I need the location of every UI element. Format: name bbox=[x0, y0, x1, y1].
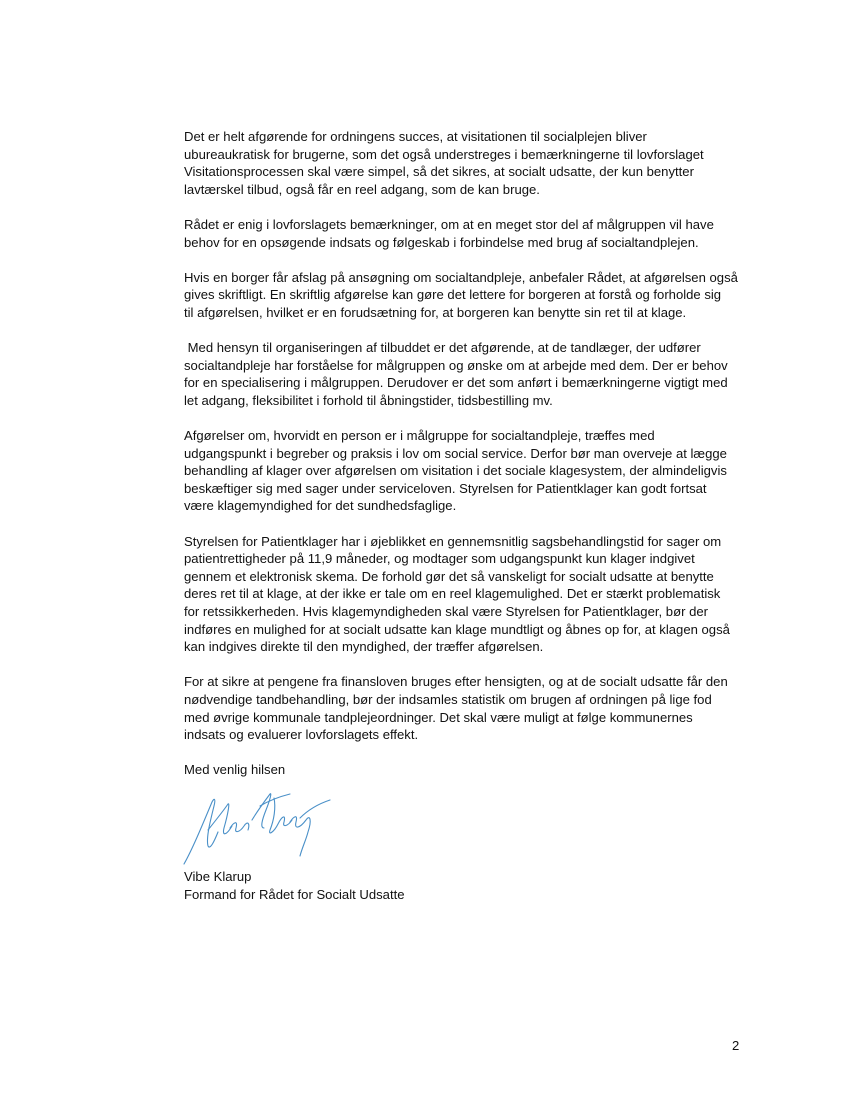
paragraph-line: udgangspunkt i begreber og praksis i lov om social service. Derfor bør man overveje at lægge bbox=[184, 445, 727, 461]
paragraph-line: behov for en opsøgende indsats og følgeskab i forbindelse med brug af socialtandplejen. bbox=[184, 234, 699, 250]
paragraph-line: socialtandpleje har forståelse for målgruppen og ønske om at arbejde med dem. Der er behov bbox=[184, 357, 728, 373]
paragraph-line: for en specialisering i målgruppen. Derudover er det som anført i bemærkningerne vigtigt med bbox=[184, 375, 728, 391]
paragraphs bbox=[184, 128, 754, 744]
paragraph-line: behandling af klager over afgørelsen om visitation i det sociale klagesystem, der almindeligvis bbox=[184, 463, 727, 479]
signer-name: Vibe Klarup bbox=[184, 869, 252, 884]
closing-line: Med venlig hilsen bbox=[184, 762, 286, 778]
paragraph-line: beskæftiger sig med sager under serviceloven. Styrelsen for Patientklager kan godt fortsat bbox=[184, 480, 707, 496]
paragraph-line: Visitationsprocessen skal være simpel, så det sikres, at socialt udsatte, der kun benytter bbox=[184, 164, 694, 180]
paragraph-line: med øvrige kommunale tandplejeordninger. Det skal være muligt at følge kommunernes bbox=[184, 709, 693, 725]
handwritten-signature bbox=[178, 780, 338, 870]
paragraph-line: kan indgives direkte til den myndighed, der træffer afgørelsen. bbox=[184, 639, 544, 655]
paragraph-line: patientrettigheder på 11,9 måneder, og modtager som udgangspunkt kun klager indgivet bbox=[184, 551, 695, 567]
paragraph-line: til afgørelsen, hvilket er en forudsætning for, at borgeren kan benytte sin ret til at klage. bbox=[184, 304, 687, 320]
page-number: 2 bbox=[732, 1038, 740, 1053]
paragraph-line: Styrelsen for Patientklager har i øjeblikket en gennemsnitlig sagsbehandlingstid for sager om bbox=[184, 533, 722, 549]
paragraph-line: Rådet er enig i lovforslagets bemærkninger, om at en meget stor del af målgruppen vil have bbox=[184, 216, 714, 232]
paragraph-line: let adgang, fleksibilitet i forhold til åbningstider, tidsbestilling mv. bbox=[184, 392, 553, 408]
paragraph-line: ubureaukratisk for brugerne, som det også understreges i bemærkningerne til lovforslaget bbox=[184, 146, 704, 162]
paragraph-line: Hvis en borger får afslag på ansøgning om socialtandpleje, anbefaler Rådet, at afgørelsen også bbox=[184, 269, 738, 285]
paragraph-line: For at sikre at pengene fra finansloven bruges efter hensigten, og at de socialt udsatte får den bbox=[184, 674, 728, 690]
paragraph-line: nødvendige tandbehandling, bør der indsamles statistik om brugen af ordningen på lige fod bbox=[184, 692, 712, 707]
paragraph-line: Det er helt afgørende for ordningens succes, at visitationen til socialplejen bliver bbox=[184, 129, 647, 144]
paragraph-line: Afgørelser om, hvorvidt en person er i målgruppe for socialtandpleje, træffes med bbox=[184, 428, 655, 444]
signer-block bbox=[184, 868, 405, 903]
paragraph-line: for retssikkerheden. Hvis klagemyndigheden skal være Styrelsen for Patientklager, bør der bbox=[184, 604, 708, 620]
paragraph-line: lavtærskel tilbud, også får en reel adgang, som de kan bruge. bbox=[184, 181, 540, 197]
paragraph-line: indsats og evaluerer lovforslagets effekt. bbox=[184, 727, 419, 743]
paragraph-line: gennem et elektronisk skema. De forhold gør det så vanskeligt for socialt udsatte at benytte bbox=[184, 568, 714, 584]
paragraph-line: indføres en mulighed for at socialt udsatte kan klage mundtligt og åbnes op for, at klagen også bbox=[184, 621, 730, 637]
paragraph-line: være klagemyndighed for det sundhedsfaglige. bbox=[184, 498, 457, 514]
letter-body bbox=[184, 128, 754, 779]
paragraph-line: gives skriftligt. En skriftlig afgørelse kan gøre det lettere for borgeren at forstå og forholde sig bbox=[184, 287, 722, 303]
paragraph-line: deres ret til at klage, at der ikke er tale om en reel klagemulighed. Det er stærkt problematisk bbox=[184, 586, 721, 602]
paragraph-line: Med hensyn til organiseringen af tilbuddet er det afgørende, at de tandlæger, der udfører bbox=[184, 340, 701, 356]
signer-title: Formand for Rådet for Socialt Udsatte bbox=[184, 886, 405, 902]
